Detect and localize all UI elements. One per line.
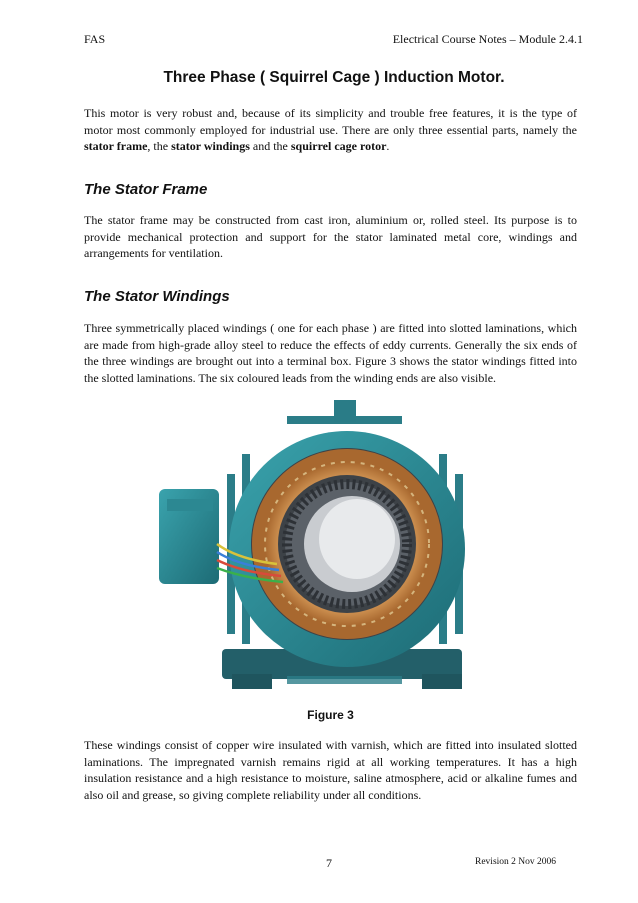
header-right: Electrical Course Notes – Module 2.4.1 <box>392 32 583 46</box>
intro-text-3: and the <box>249 139 291 154</box>
intro-text-2: , the <box>147 139 172 154</box>
page-title: Three Phase ( Squirrel Cage ) Induction Motor. <box>163 69 505 86</box>
intro-text-4: . <box>386 139 390 154</box>
stator-frame-paragraph: The stator frame may be constructed from cast iron, aluminium or, rolled steel. Its purpose is to provide mechanical protection and support for the stator laminated metal core, windings and arrangements for ventilation. <box>84 213 577 261</box>
closing-paragraph: These windings consist of copper wire insulated with varnish, which are fitted into insulated slotted laminations. The impregnated varnish remains rigid at all working temperatures. It has a high insulation resistance and a high resistance to moisture, saline atmosphere, acid or alkaline fumes and also oil and grease, so giving complete reliability under all conditions. <box>84 738 577 802</box>
intro-bold-rotor: squirrel cage rotor <box>290 139 387 154</box>
intro-bold-stator-frame: stator frame <box>84 139 148 154</box>
page-number: 7 <box>326 856 332 870</box>
figure-caption: Figure 3 <box>307 708 354 722</box>
section-heading-stator-windings: The Stator Windings <box>84 288 230 305</box>
revision-note: Revision 2 Nov 2006 <box>475 857 557 867</box>
intro-text-1: This motor is very robust and, because of its simplicity and trouble free features, it is the type of motor most commonly employed for industrial use. There are only three essential parts, namely the <box>84 106 577 137</box>
motor-stator-photo <box>137 394 522 704</box>
motor-stator-illustration <box>137 394 522 704</box>
header-left: FAS <box>84 32 106 46</box>
intro-paragraph <box>84 105 577 155</box>
stator-windings-paragraph: Three symmetrically placed windings ( one for each phase ) are fitted into slotted laminations, which are made from high-grade alloy steel to reduce the effects of eddy currents. Generally the six ends of the three windings are brought out into a terminal box. Figure 3 shows the stator windings fitted into the slotted laminations. The six coloured leads from the winding ends are also visible. <box>84 321 577 385</box>
section-heading-stator-frame: The Stator Frame <box>84 181 208 198</box>
intro-bold-stator-windings: stator windings <box>171 139 250 154</box>
terminal-box-lid <box>167 499 213 511</box>
motor-foot-right <box>422 674 462 689</box>
lifting-eye <box>334 400 356 422</box>
motor-foot-left <box>232 674 272 689</box>
